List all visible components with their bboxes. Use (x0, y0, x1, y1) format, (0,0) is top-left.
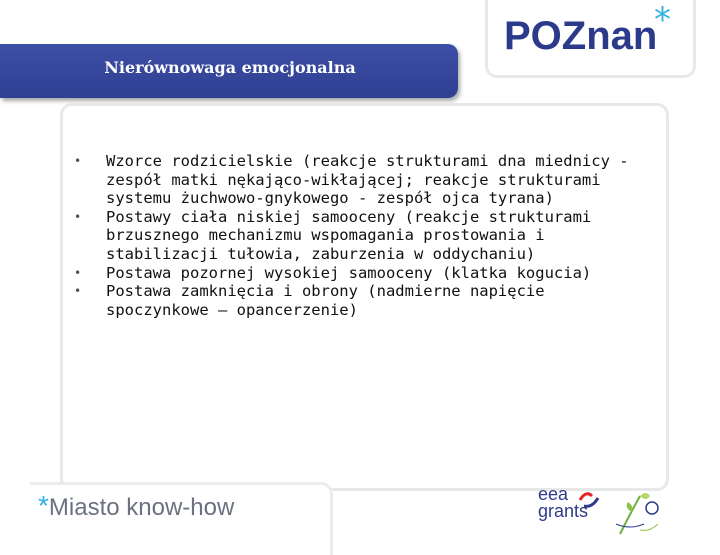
bullet-icon: • (74, 265, 82, 280)
list-item (74, 208, 634, 264)
grants-text: grants (538, 501, 589, 521)
bullet-icon: • (74, 154, 82, 168)
slide-title: Nierównowaga emocjonalna (104, 58, 356, 77)
footer-slogan-text: Miasto know-how (48, 494, 235, 521)
eea-mark-icon (578, 488, 600, 510)
eea-text: eea (538, 484, 569, 504)
flower-logo-icon (610, 484, 665, 539)
bullet-list (74, 152, 634, 319)
bullet-text: Postawy ciała niskiej samooceny (reakcje strukturami brzusznego mechanizmu wspomagania prostowania i stabilizacji tułowia, zaburzenia w oddychaniu) (106, 207, 592, 263)
bullet-text: Postawa zamknięcia i obrony (nadmierne napięcie spoczynkowe – opancerzenie) (106, 282, 545, 319)
poznan-logo: POZnan (504, 14, 658, 58)
list-item (74, 264, 634, 283)
list-item (74, 282, 634, 319)
bullet-icon: • (74, 209, 82, 224)
bullet-text: Postawa pozornej wysokiej samooceny (klatka kogucia) (106, 263, 592, 282)
logo-star-icon: * (654, 0, 671, 40)
bullet-icon: • (74, 284, 82, 299)
footer-star-icon: * (38, 490, 49, 521)
list-item (74, 152, 634, 208)
footer-slogan (38, 490, 234, 522)
bullet-text: Wzorce rodzicielskie (reakcje strukturami dna miednicy - zespół matki nękająco-wikłającej; reakcje strukturami systemu żuchwowo-gnykowego - zespół ojca tyrana) (106, 152, 629, 208)
